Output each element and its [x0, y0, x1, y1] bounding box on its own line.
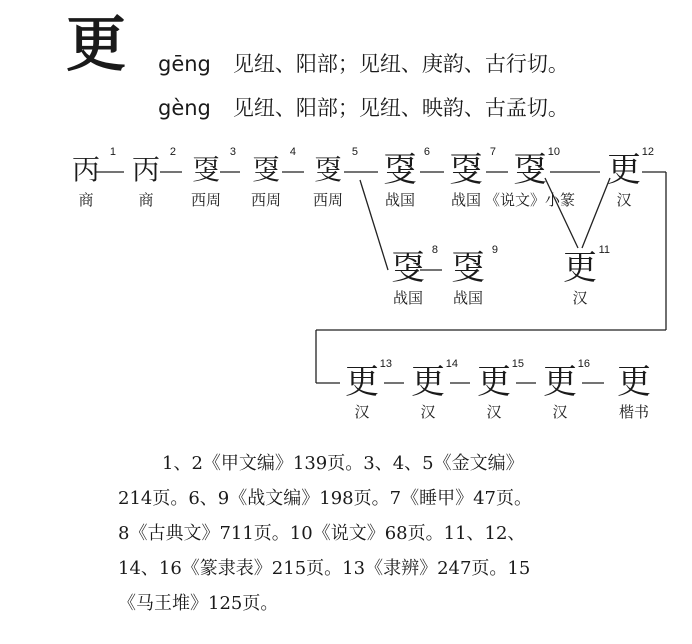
source-line: 1、2《甲文编》139页。3、4、5《金文编》: [162, 453, 524, 474]
form-period-label: 战国: [392, 289, 423, 307]
form-period-label: 汉: [572, 289, 588, 307]
evolution-form-5: [298, 146, 358, 210]
form-number: 14: [445, 358, 458, 370]
form-number: 11: [598, 244, 610, 256]
form-number: 15: [511, 358, 524, 370]
form-glyph: 丙: [71, 153, 100, 186]
reading-text-1: 见纽、阳部；见纽、庚韵、古行切。: [232, 52, 569, 76]
form-glyph: 丙: [131, 153, 160, 186]
form-glyph: 㪅: [451, 248, 485, 288]
form-glyph: 更: [617, 362, 651, 402]
form-period-label: 汉: [354, 403, 370, 421]
form-number: 8: [431, 244, 438, 256]
form-number: 12: [641, 146, 654, 158]
form-number: 2: [169, 146, 176, 158]
head-character: 更: [66, 10, 126, 80]
source-line: 14、16《篆隶表》215页。13《隶辨》247页。15: [118, 558, 531, 579]
form-number: 1: [109, 146, 116, 158]
form-glyph: 㪅: [449, 150, 483, 190]
form-glyph: 㪅: [251, 153, 280, 186]
evolution-form-10: [484, 146, 575, 210]
evolution-form-kaishu: [604, 362, 664, 422]
form-period-label: 汉: [616, 191, 632, 209]
form-period-label: 汉: [486, 403, 502, 421]
form-glyph: 更: [607, 150, 641, 190]
form-period-label: 商: [78, 191, 94, 209]
form-glyph: 更: [543, 362, 577, 402]
form-number: 9: [491, 244, 498, 256]
form-number: 10: [547, 146, 560, 158]
source-line: 214页。6、9《战文编》198页。7《睡甲》47页。: [118, 488, 532, 509]
form-period-label: 汉: [420, 403, 436, 421]
evolution-form-11: [550, 244, 610, 308]
form-period-label: 战国: [384, 191, 415, 209]
form-period-label: 西周: [250, 191, 281, 209]
form-glyph: 更: [411, 362, 445, 402]
form-number: 3: [229, 146, 236, 158]
form-number: 5: [351, 146, 358, 158]
form-period-label: 《说文》小篆: [484, 191, 575, 209]
form-number: 16: [577, 358, 590, 370]
form-period-label: 西周: [312, 191, 343, 209]
form-glyph: 㪅: [313, 153, 342, 186]
form-glyph: 㪅: [383, 150, 417, 190]
evolution-form-9: [438, 244, 498, 308]
source-line: 《马王堆》125页。: [118, 593, 279, 614]
form-number: 6: [423, 146, 430, 158]
form-number: 7: [489, 146, 496, 158]
form-period-label: 商: [138, 191, 154, 209]
form-period-label: 西周: [190, 191, 221, 209]
pinyin-1: gēng: [158, 52, 211, 76]
form-glyph: 更: [345, 362, 379, 402]
evolution-form-16: [530, 358, 590, 422]
evolution-form-12: [594, 146, 654, 210]
form-glyph: 㪅: [191, 153, 220, 186]
form-period-label: 楷书: [618, 403, 649, 421]
source-citations: [118, 446, 638, 621]
source-line: 8《古典文》711页。10《说文》68页。11、12、: [118, 523, 526, 544]
form-glyph: 更: [563, 248, 597, 288]
pinyin-2: gèng: [158, 96, 211, 120]
form-glyph: 㪅: [513, 150, 547, 190]
form-number: 13: [379, 358, 392, 370]
form-period-label: 战国: [452, 289, 483, 307]
form-number: 4: [289, 146, 296, 158]
form-period-label: 战国: [450, 191, 481, 209]
form-period-label: 汉: [552, 403, 568, 421]
form-glyph: 更: [477, 362, 511, 402]
reading-text-2: 见纽、阳部；见纽、映韵、古孟切。: [232, 96, 569, 120]
form-glyph: 㪅: [391, 248, 425, 288]
